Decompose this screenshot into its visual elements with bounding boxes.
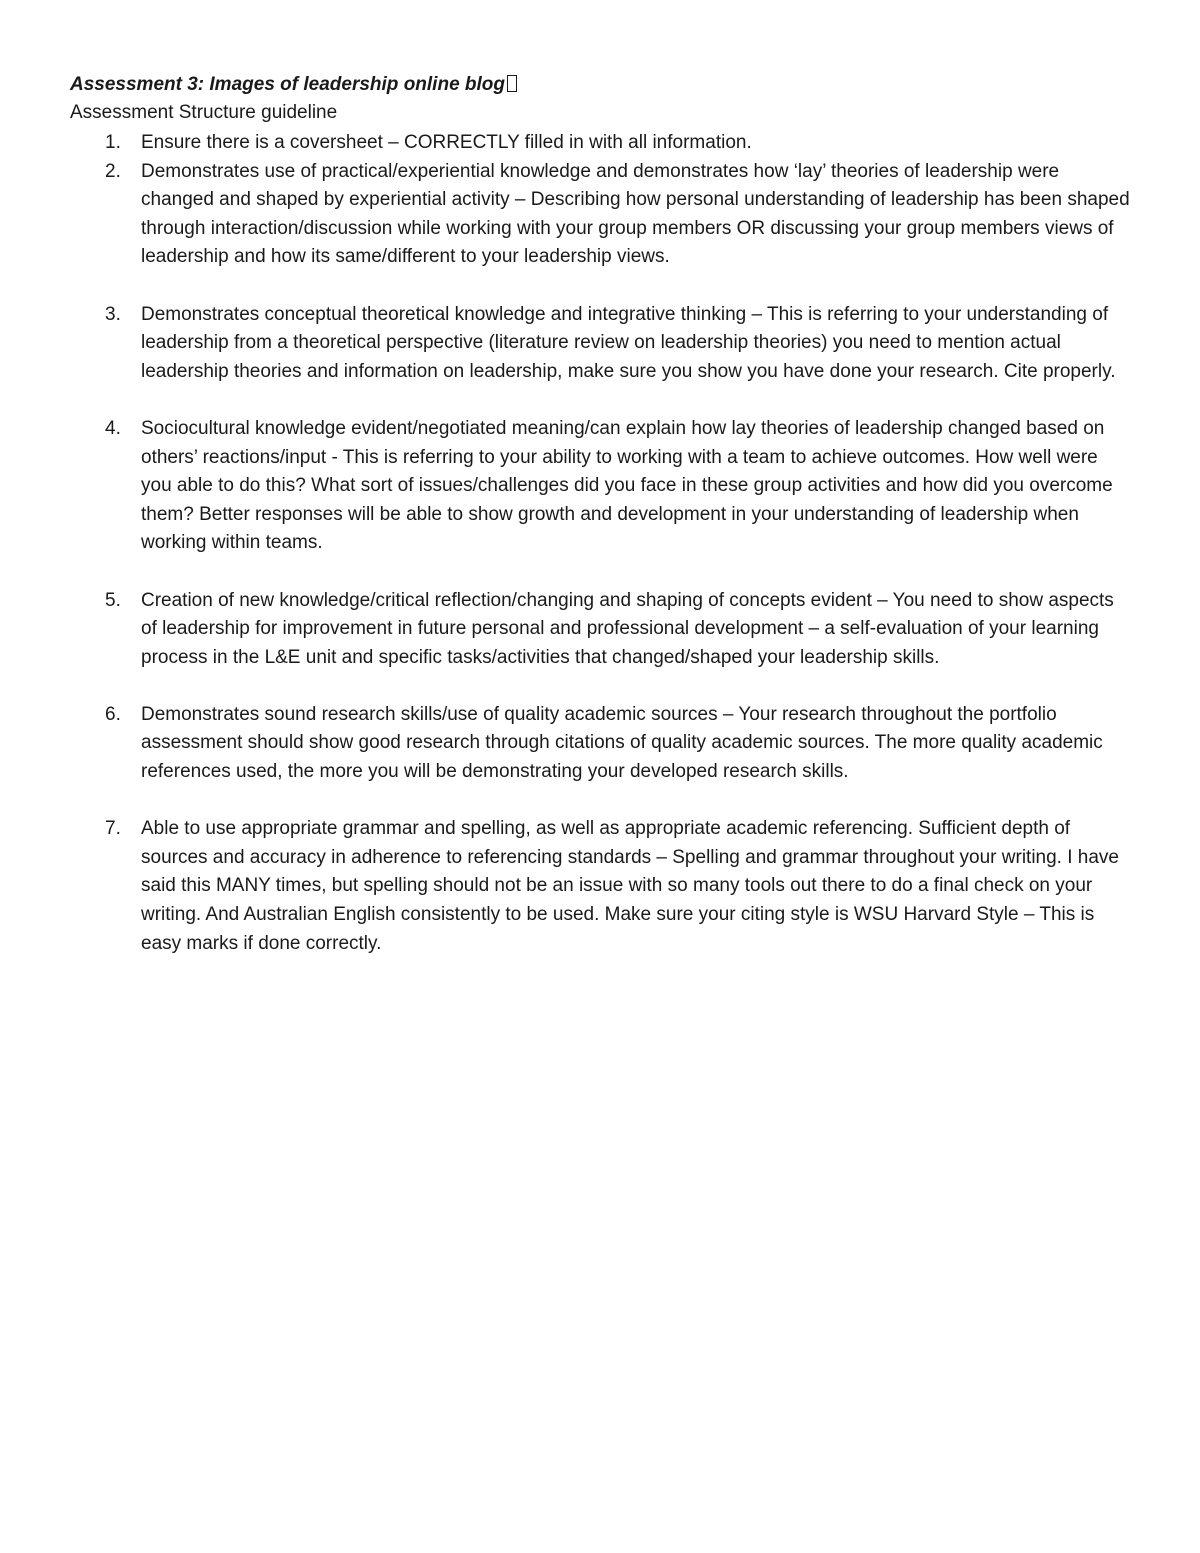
list-item-text: Able to use appropriate grammar and spelling, as well as appropriate academic referencing. Sufficient depth of sources and accuracy in adherence to referencing standards – Spelling and grammar throughout your writing. I have said this MANY times, but spelling should not be an issue with so many tools out there to do a final check on your writing. And Australian English consistently to be used. Make sure your citing style is WSU Harvard Style – This is easy marks if done correctly.: [141, 818, 1119, 954]
list-item: [70, 587, 1132, 673]
list-item: [70, 415, 1132, 558]
guideline-list: [70, 129, 1132, 958]
list-item: [70, 815, 1132, 958]
list-item-text: Demonstrates use of practical/experiential knowledge and demonstrates how ‘lay’ theories of leadership were changed and shaped by experiential activity – Describing how personal understanding of leadership has been shaped through interaction/discussion while working with your group members OR discussing your group members views of leadership and how its same/different to your leadership views.: [141, 160, 1130, 268]
list-item-text: Ensure there is a coversheet – CORRECTLY filled in with all information.: [141, 132, 752, 153]
list-item-text: Sociocultural knowledge evident/negotiated meaning/can explain how lay theories of leadership changed based on others’ reactions/input - This is referring to your ability to working with a team to achieve outcomes. How well were you able to do this? What sort of issues/challenges did you face in these group activities and how did you overcome them? Better responses will be able to show growth and development in your understanding of leadership when working within teams.: [141, 417, 1113, 554]
list-item: [70, 701, 1132, 787]
list-item-number: 1.: [105, 132, 121, 153]
document-page: [70, 71, 1132, 987]
list-item-number: 4.: [105, 417, 121, 439]
list-item-number: 5.: [105, 589, 121, 611]
list-item-number: 6.: [105, 703, 121, 725]
document-subtitle: Assessment Structure guideline: [70, 102, 338, 123]
list-item-text: Demonstrates sound research skills/use of quality academic sources – Your research throughout the portfolio assessment should show good research through citations of quality academic sources. The more quality academic references used, the more you will be demonstrating your developed research skills.: [141, 703, 1103, 783]
list-item-number: 3.: [105, 303, 121, 325]
list-item-number: 7.: [105, 818, 121, 840]
list-item-text: Creation of new knowledge/critical reflection/changing and shaping of concepts evident – You need to show aspects of leadership for improvement in future personal and professional development – a self-evaluation of your learning process in the L&E unit and specific tasks/activities that changed/shaped your leadership skills.: [141, 589, 1114, 668]
list-item: [70, 129, 1132, 158]
document-title-line: [70, 71, 1132, 99]
missing-glyph-icon: [507, 75, 517, 92]
list-item-text: Demonstrates conceptual theoretical knowledge and integrative thinking – This is referring to your understanding of leadership from a theoretical perspective (literature review on leadership theories) you need to mention actual leadership theories and information on leadership, make sure you show you have done your research. Cite properly.: [141, 303, 1116, 382]
list-item: [70, 301, 1132, 387]
list-item: [70, 158, 1132, 272]
list-item-number: 2.: [105, 160, 121, 182]
document-title: Assessment 3: Images of leadership online blog: [70, 74, 506, 95]
